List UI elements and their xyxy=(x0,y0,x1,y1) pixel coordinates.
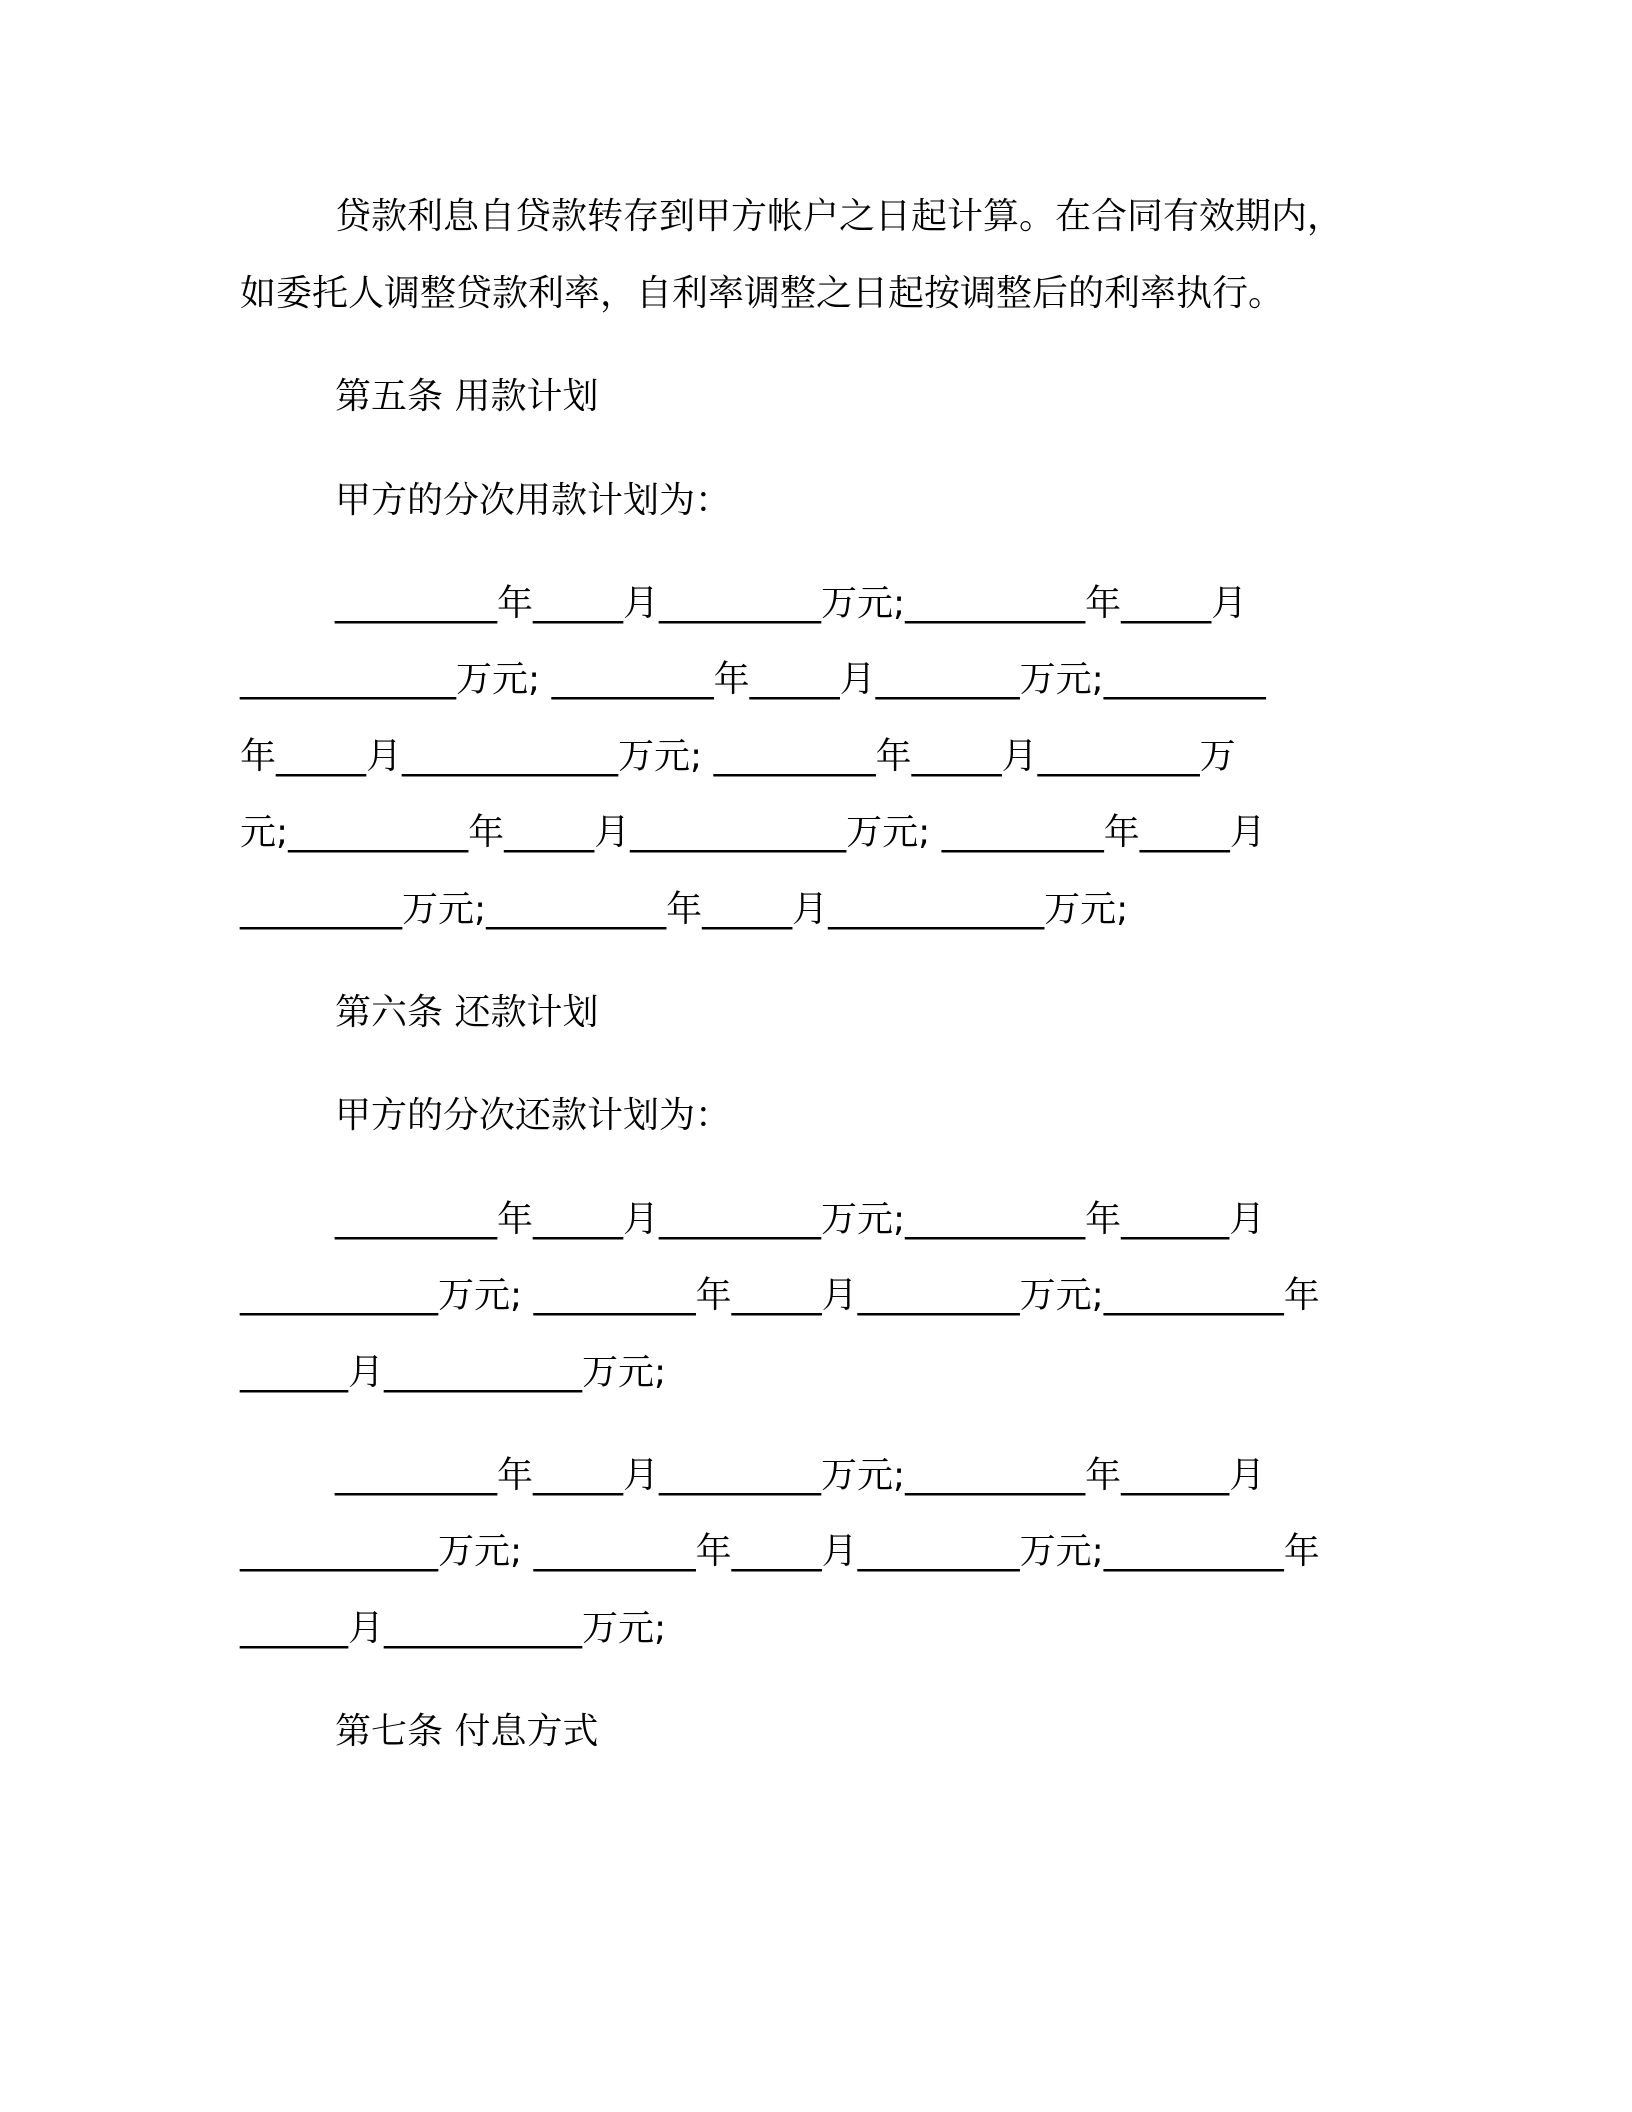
repayment-blank-line-4: _________年_____月_________万元;__________年______月 xyxy=(335,1455,1266,1496)
interest-paragraph-line-2: 如委托人调整贷款利率，自利率调整之日起按调整后的利率执行。 xyxy=(240,273,1285,314)
drawdown-blank-line-3: 年_____月____________万元; _________年_____月_________万 xyxy=(240,736,1236,777)
repayment-blank-line-2: ___________万元; _________年_____月_________万元;__________年 xyxy=(240,1275,1320,1316)
repayment-blank-line-6: ______月___________万元; xyxy=(240,1608,667,1649)
repayment-blank-line-1: _________年_____月_________万元;__________年______月 xyxy=(335,1199,1266,1240)
drawdown-blank-line-1: _________年_____月_________万元;__________年_____月 xyxy=(335,583,1248,624)
drawdown-blank-line-5: _________万元;__________年_____月____________万元; xyxy=(240,889,1129,930)
drawdown-blank-line-2: ____________万元; _________年_____月________万元;_________ xyxy=(240,659,1266,700)
repayment-blank-line-5: ___________万元; _________年_____月_________万元;__________年 xyxy=(240,1531,1320,1572)
drawdown-plan-intro: 甲方的分次用款计划为： xyxy=(335,480,732,521)
drawdown-blank-line-4: 元;__________年_____月____________万元; _________年_____月 xyxy=(240,812,1266,853)
repayment-plan-intro: 甲方的分次还款计划为： xyxy=(335,1095,732,1136)
repayment-blank-line-3: ______月___________万元; xyxy=(240,1352,667,1393)
interest-paragraph-line-1: 贷款利息自贷款转存到甲方帐户之日起计算。在合同有效期内， xyxy=(335,196,1344,237)
article-7-heading: 第七条 付息方式 xyxy=(335,1711,599,1752)
article-5-heading: 第五条 用款计划 xyxy=(335,376,599,417)
article-6-heading: 第六条 还款计划 xyxy=(335,992,599,1033)
